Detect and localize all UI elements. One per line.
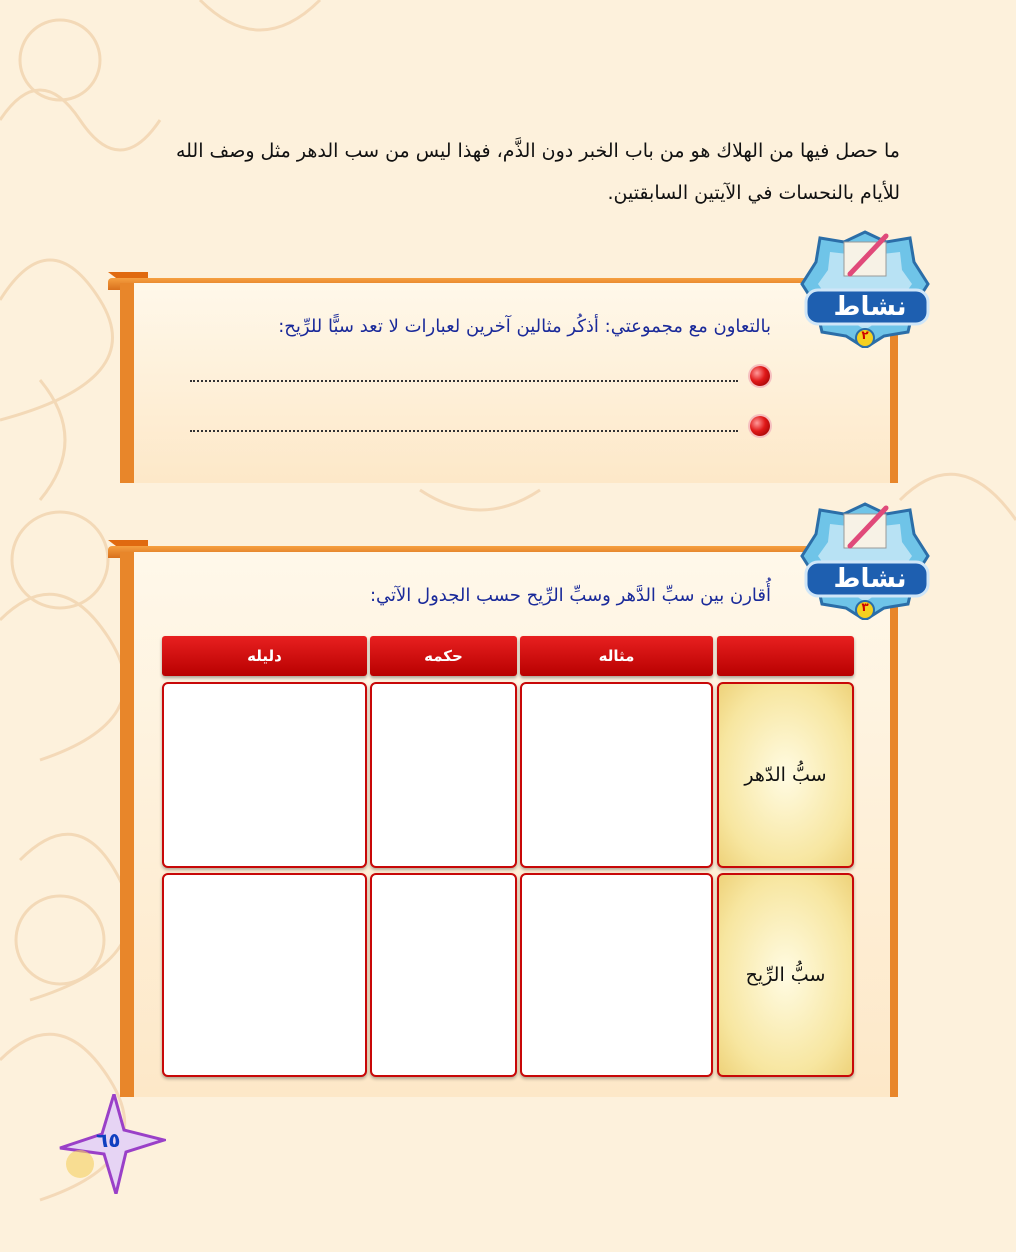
bullet-icon <box>750 416 770 436</box>
table-cell-example-1[interactable] <box>520 682 713 868</box>
activity-1-badge-number: ٢ <box>861 328 869 342</box>
table-header-ruling: حكمه <box>370 636 517 676</box>
activity-1-prompt: بالتعاون مع مجموعتي: أذكُر مثالين آخرين لعبارات لا تعد سبًّا للرِّيح: <box>278 316 771 337</box>
table-cell-example-2[interactable] <box>520 873 713 1077</box>
table-cell-evidence-1[interactable] <box>162 682 367 868</box>
activity-1-badge-label: نشاط <box>833 292 907 322</box>
row-label-time-insult: سبُّ الدّهر <box>717 682 854 868</box>
bullet-icon <box>750 366 770 386</box>
row-label-wind-insult: سبُّ الرِّيح <box>717 873 854 1077</box>
answer-line-1[interactable] <box>190 378 738 382</box>
table-cell-ruling-1[interactable] <box>370 682 517 868</box>
answer-line-2[interactable] <box>190 428 738 432</box>
table-header-evidence: دليله <box>162 636 367 676</box>
intro-line-1: ما حصل فيها من الهلاك هو من باب الخبر دون الذَّم، فهذا ليس من سب الدهر مثل وصف الله <box>175 140 900 162</box>
page-number: ٦٥ <box>96 1128 121 1152</box>
table-header-empty <box>717 636 854 676</box>
activity-2-badge-label: نشاط <box>833 564 907 594</box>
intro-paragraph <box>130 130 900 214</box>
table-cell-ruling-2[interactable] <box>370 873 517 1077</box>
table-cell-evidence-2[interactable] <box>162 873 367 1077</box>
activity-1-panel <box>120 283 898 483</box>
table-header-example: مثاله <box>520 636 713 676</box>
intro-line-2: للأيام بالنحسات في الآيتين السابقتين. <box>607 182 900 204</box>
activity-2-badge-number: ٣ <box>861 600 869 614</box>
activity-2-prompt: أُقارن بين سبِّ الدَّهر وسبِّ الرِّيح حسب الجدول الآتي: <box>369 585 771 606</box>
